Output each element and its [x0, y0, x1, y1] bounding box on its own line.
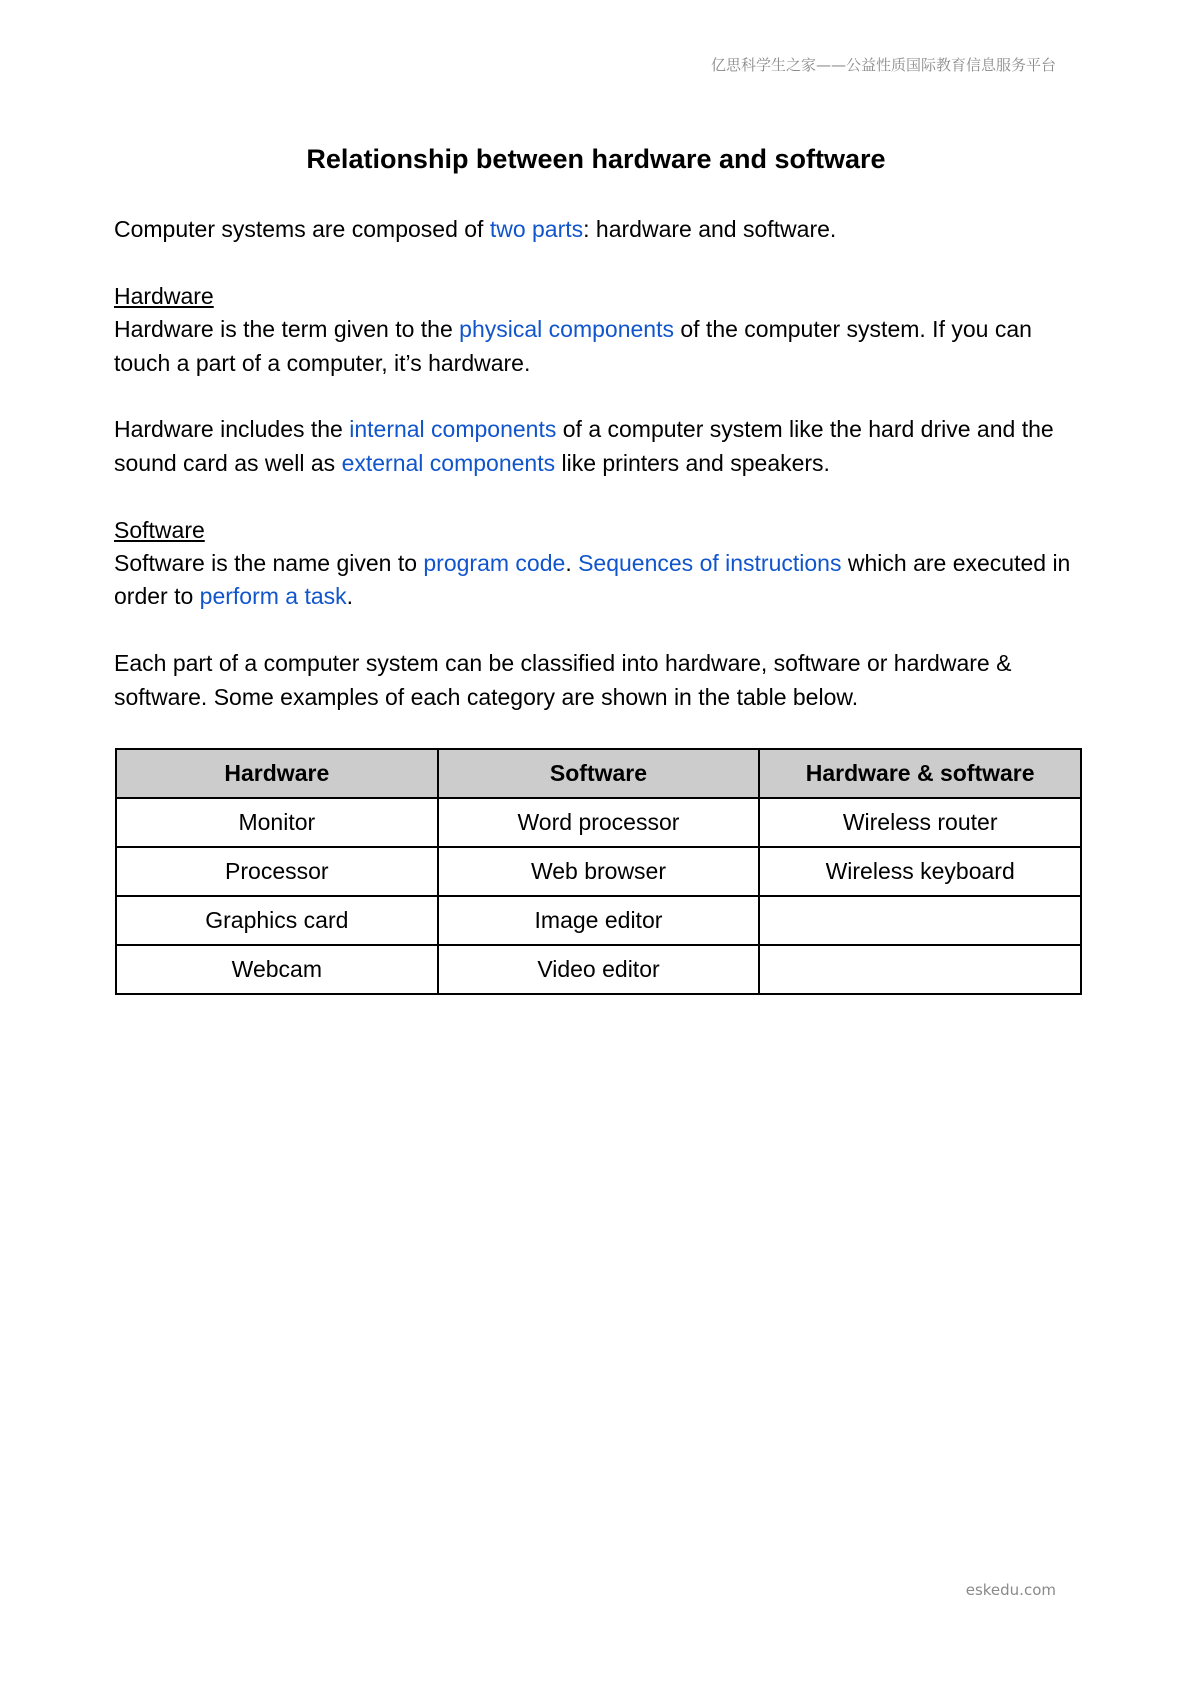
- page-footer-site-text: eskedu.com: [965, 1581, 1056, 1599]
- category-table: [115, 748, 1082, 995]
- link-perform-a-task[interactable]: perform a task: [199, 583, 347, 610]
- table-cell: Wireless router: [759, 798, 1081, 847]
- table-header-row: [116, 749, 1081, 798]
- table-cell: Graphics card: [116, 896, 438, 945]
- header-software: Software: [438, 749, 760, 798]
- software-p1-text-end: .: [346, 583, 354, 610]
- table-cell: Video editor: [438, 945, 760, 994]
- intro-text: Computer systems are composed of: [114, 216, 490, 242]
- intro-text-end: : hardware and software.: [583, 216, 837, 242]
- table-row: [116, 847, 1081, 896]
- software-p1-text-middle: which are executed in order to: [114, 550, 1071, 610]
- hardware-paragraph-2: [114, 413, 1084, 480]
- hardware-p1-text-end: of the computer system. If you can touch a part of a computer, it’s hardware.: [114, 316, 1032, 376]
- table-cell: Webcam: [116, 945, 438, 994]
- header-hardware-and-software: Hardware & software: [759, 749, 1081, 798]
- table-cell: Word processor: [438, 798, 760, 847]
- classify-paragraph: Each part of a computer system can be classified into hardware, software or hardware & software. Some examples of each category are shown in the table below.: [114, 650, 1012, 710]
- table-cell: Monitor: [116, 798, 438, 847]
- hardware-p2-text: Hardware includes the: [114, 416, 350, 443]
- table-cell: Processor: [116, 847, 438, 896]
- hardware-p1-text: Hardware is the term given to the: [114, 316, 460, 343]
- software-paragraph-1: [114, 547, 1084, 614]
- table-cell: Image editor: [438, 896, 760, 945]
- table-row: [116, 896, 1081, 945]
- table-row: [116, 798, 1081, 847]
- link-external-components[interactable]: external components: [341, 449, 556, 476]
- header-hardware: Hardware: [116, 749, 438, 798]
- link-program-code[interactable]: program code: [423, 550, 566, 577]
- intro-paragraph: [114, 213, 1084, 246]
- table-row: [116, 945, 1081, 994]
- link-two-parts[interactable]: two parts: [489, 216, 584, 242]
- link-physical-components[interactable]: physical components: [459, 316, 674, 343]
- table-cell: Wireless keyboard: [759, 847, 1081, 896]
- hardware-heading: Hardware: [114, 282, 214, 309]
- page-title: Relationship between hardware and software: [306, 144, 886, 174]
- page-header-site-text: 亿思科学生之家——公益性质国际教育信息服务平台: [710, 56, 1056, 74]
- software-p1-separator: .: [565, 550, 579, 577]
- hardware-paragraph-1: [114, 313, 1084, 380]
- hardware-p2-text-end: like printers and speakers.: [555, 449, 830, 476]
- document-body: [114, 213, 1084, 747]
- table-cell: [759, 945, 1081, 994]
- table-cell: [759, 896, 1081, 945]
- hardware-p2-text-middle: of a computer system like the hard drive and the sound card as well as: [114, 416, 1054, 476]
- table-cell: Web browser: [438, 847, 760, 896]
- link-internal-components[interactable]: internal components: [349, 416, 557, 443]
- software-p1-text: Software is the name given to: [114, 550, 424, 577]
- software-heading: Software: [114, 516, 205, 543]
- link-sequences-of-instructions[interactable]: Sequences of instructions: [578, 550, 842, 577]
